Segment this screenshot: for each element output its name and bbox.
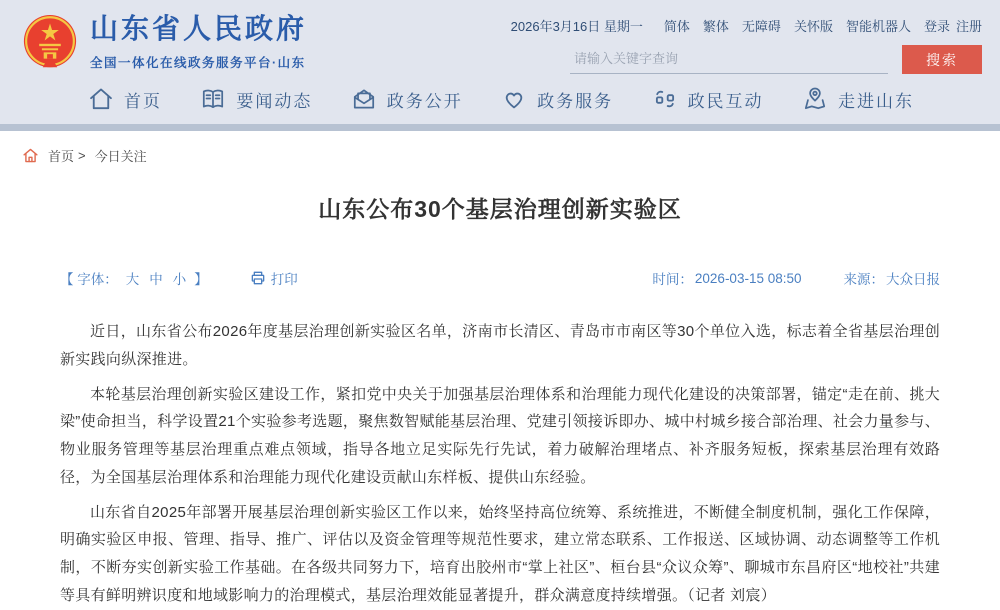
- article: [60, 191, 940, 610]
- article-meta-row: [60, 268, 940, 288]
- article-paragraph: 山东省自2025年部署开展基层治理创新实验区工作以来，始终坚持高位统筹、系统推进，不断健全制度机制，强化工作保障，明确实验区申报、管理、指导、推广、评估以及资金管理等规范性要求，建立常态联系、工作报送、区域协调、动态调整等工作机制，不断夯实创新实验工作基础。在各级共同努力下，培育出胶州市“掌上社区”、桓台县“众议众筹”、聊城市东昌府区“地校社”共建等具有鲜明辨识度和地域影响力的治理模式，基层治理效能显著提升，群众满意度持续增强。（记者 刘宸）: [60, 503, 940, 604]
- link-register[interactable]: 注册: [955, 19, 982, 34]
- nav-item-disclosure[interactable]: [351, 86, 463, 112]
- current-date: 2026年3月16日 星期一: [510, 19, 643, 34]
- brand-text: [90, 13, 307, 70]
- search-button[interactable]: 搜索: [902, 45, 982, 74]
- breadcrumb-current: 今日关注: [94, 149, 147, 164]
- breadcrumb: [0, 131, 1000, 165]
- disclosure-icon: [351, 86, 377, 112]
- breadcrumb-home[interactable]: 首页: [48, 149, 75, 164]
- print-button[interactable]: [250, 268, 298, 288]
- print-label: 打印: [270, 272, 298, 287]
- interaction-icon: [652, 86, 678, 112]
- nav-item-interaction[interactable]: [652, 86, 764, 112]
- nav-item-news[interactable]: [200, 86, 312, 112]
- font-size-large-button[interactable]: 大: [125, 272, 140, 287]
- location-icon: [802, 86, 828, 112]
- font-size-label-open: 【 字体：: [60, 272, 118, 287]
- breadcrumb-home-icon: [22, 147, 39, 164]
- article-toolbar: [60, 268, 298, 288]
- site-brand[interactable]: [22, 10, 307, 74]
- source-label: 来源：: [843, 272, 884, 287]
- link-simplified[interactable]: 简体: [663, 19, 690, 34]
- nav-item-label: 政务公开: [386, 91, 463, 111]
- link-accessibility[interactable]: 无障碍: [741, 19, 781, 34]
- header-top: [0, 0, 1000, 78]
- nav-bottom-strip: [0, 124, 1000, 131]
- utility-links: [511, 16, 982, 35]
- site-header: [0, 0, 1000, 131]
- font-size-medium-button[interactable]: 中: [149, 272, 163, 287]
- time-label: 时间：: [652, 272, 693, 287]
- breadcrumb-separator: >: [78, 148, 86, 163]
- search-input[interactable]: [570, 45, 888, 74]
- nav-item-about[interactable]: [802, 86, 914, 112]
- nav-item-label: 政务服务: [537, 91, 614, 111]
- news-icon: [200, 86, 226, 112]
- nav-item-services[interactable]: [501, 86, 613, 112]
- link-login[interactable]: 登录: [923, 19, 950, 34]
- site-subtitle: 全国一体化在线政务服务平台·山东: [90, 55, 306, 70]
- nav-item-label: 走进山东: [837, 91, 914, 111]
- article-title: 山东公布30个基层治理创新实验区: [318, 196, 682, 222]
- link-traditional[interactable]: 繁体: [702, 19, 729, 34]
- link-robot[interactable]: 智能机器人: [845, 19, 911, 34]
- font-size-label-close: 】: [194, 272, 208, 287]
- article-body: [60, 318, 940, 610]
- article-paragraph: 近日，山东省公布2026年度基层治理创新实验区名单，济南市长清区、青岛市市南区等30个单位入选，标志着全省基层治理创新实践向纵深推进。: [60, 323, 940, 368]
- source-value: 大众日报: [886, 272, 940, 287]
- services-icon: [501, 86, 527, 112]
- home-icon: [88, 86, 114, 112]
- font-size-small-button[interactable]: 小: [172, 272, 187, 287]
- article-paragraph: 本轮基层治理创新实验区建设工作，紧扣党中央关于加强基层治理体系和治理能力现代化建设的决策部署，锚定“走在前、挑大梁”使命担当，科学设置21个实验参考选题，聚焦数智赋能基层治理、党建引领接诉即办、城中村城乡接合部治理、社会力量参与、物业服务管理等基层治理重点难点领域，指导各地立足实际先行先试，着力破解治理堵点、补齐服务短板，探索基层治理有效路径，为全国基层治理体系和治理能力现代化建设贡献山东样板、提供山东经验。: [60, 385, 940, 486]
- time-value: 2026-03-15 08:50: [694, 270, 802, 286]
- nav-item-label: 要闻动态: [236, 91, 313, 111]
- national-emblem-logo: [22, 13, 78, 71]
- nav-item-home[interactable]: [88, 86, 162, 112]
- header-right: [511, 10, 982, 74]
- main-nav: [0, 78, 1000, 124]
- article-meta: [652, 268, 940, 288]
- link-care-version[interactable]: 关怀版: [793, 19, 833, 34]
- site-title: 山东省人民政府: [90, 13, 308, 45]
- nav-item-label: 首页: [124, 91, 162, 111]
- nav-item-label: 政民互动: [687, 91, 764, 111]
- search-bar: [570, 45, 982, 74]
- printer-icon: [250, 270, 266, 286]
